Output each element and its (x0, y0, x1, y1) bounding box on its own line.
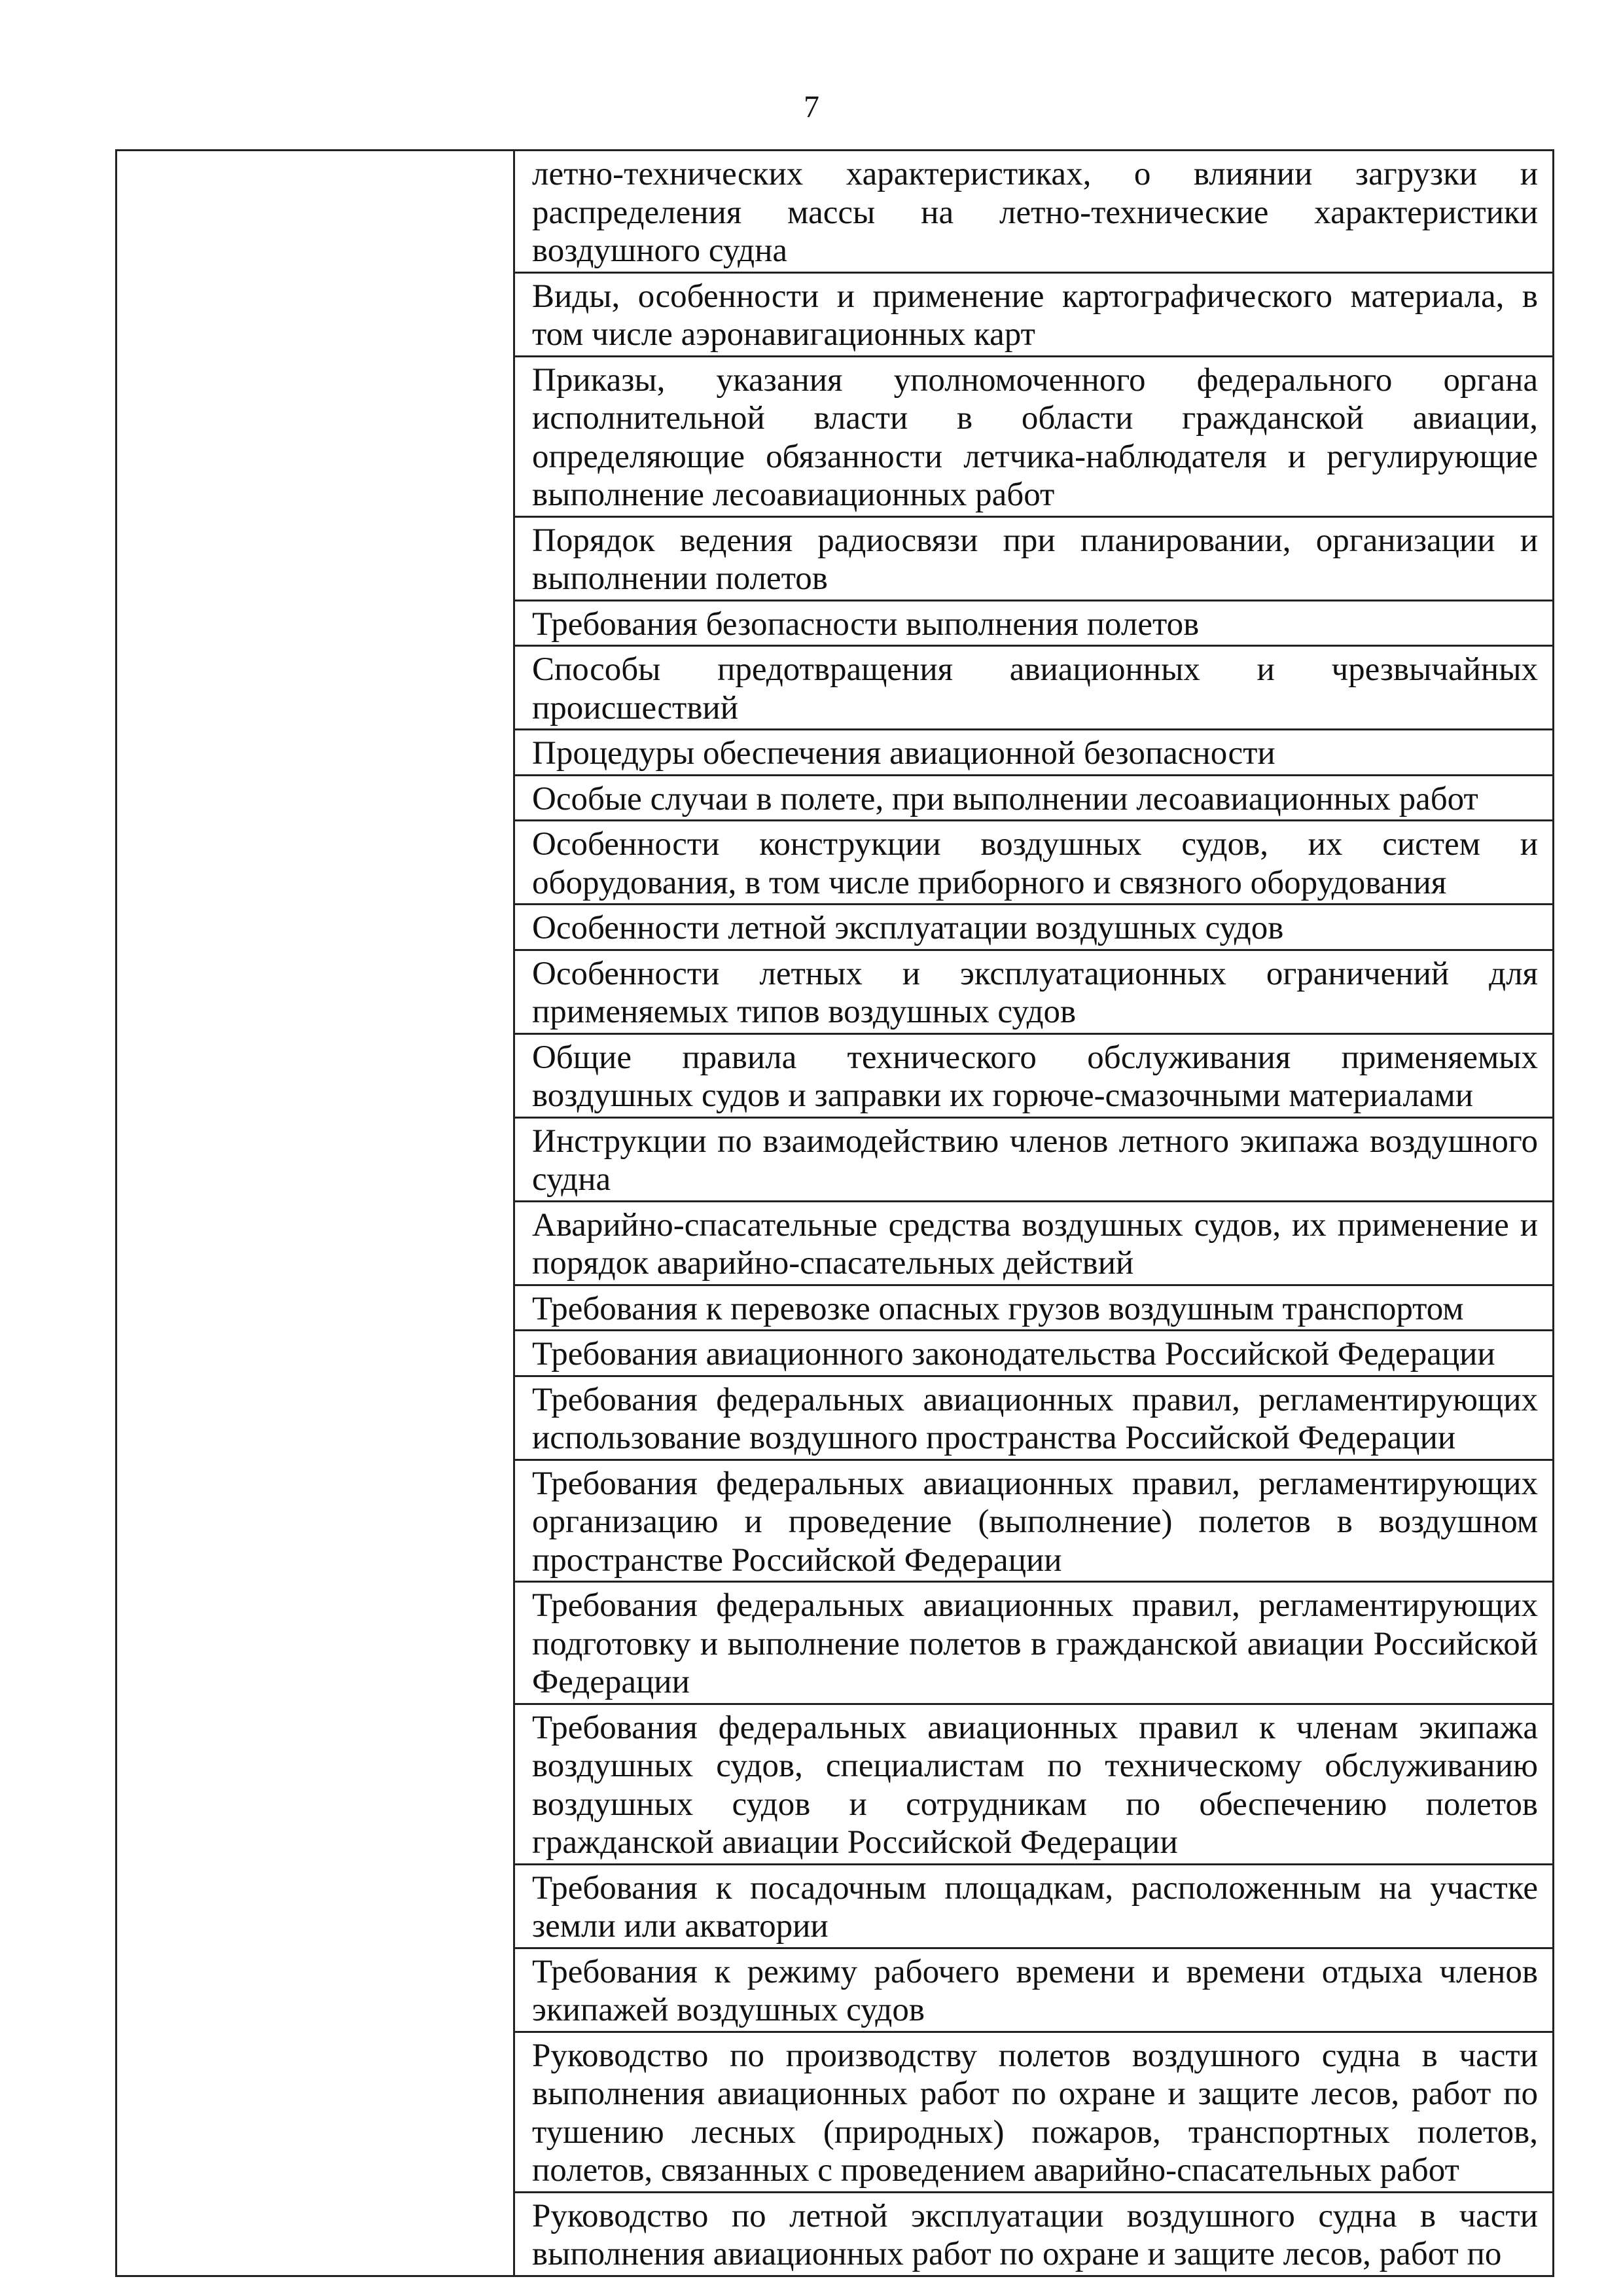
empty-left-column (116, 151, 514, 2276)
list-item: Руководство по производству полетов воздушного судна в части выполнения авиационных работ по охране и защите лесов, работ по тушению лесных (природных) пожаров, транспортных полетов, полетов, связанных с проведением аварийно-спасательных работ (515, 2033, 1552, 2193)
list-item: Требования к перевозке опасных грузов воздушным транспортом (515, 1286, 1552, 1332)
list-item: Аварийно-спасательные средства воздушных судов, их применение и порядок аварийно-спасательных действий (515, 1202, 1552, 1286)
list-item: Порядок ведения радиосвязи при планировании, организации и выполнении полетов (515, 518, 1552, 601)
list-item: Особенности летной эксплуатации воздушных судов (515, 905, 1552, 951)
list-item: Требования к режиму рабочего времени и времени отдыха членов экипажей воздушных судов (515, 1949, 1552, 2033)
page-number: 7 (804, 90, 819, 124)
list-item: Требования к посадочным площадкам, расположенным на участке земли или акватории (515, 1865, 1552, 1949)
list-item: Особенности конструкции воздушных судов, их систем и оборудования, в том числе приборного и связного оборудования (515, 821, 1552, 905)
list-item: Руководство по летной эксплуатации воздушного судна в части выполнения авиационных работ по охране и защите лесов, работ по (532, 2197, 1538, 2272)
list-item: Особые случаи в полете, при выполнении лесоавиационных работ (515, 776, 1552, 822)
list-item: Способы предотвращения авиационных и чрезвычайных происшествий (515, 647, 1552, 730)
list-item: летно-технических характеристиках, о влиянии загрузки и распределения массы на летно-технические характеристики воздушного судна (515, 151, 1552, 274)
list-item: Процедуры обеспечения авиационной безопасности (515, 730, 1552, 776)
requirements-table (115, 149, 1554, 2277)
list-item: Требования федеральных авиационных правил, регламентирующих организацию и проведение (выполнение) полетов в воздушном пространстве Российской Федерации (515, 1461, 1552, 1583)
list-item: Инструкции по взаимодействию членов летного экипажа воздушного судна (515, 1119, 1552, 1202)
list-item: Особенности летных и эксплуатационных ограничений для применяемых типов воздушных судов (515, 951, 1552, 1035)
knowledge-list (515, 151, 1552, 2275)
list-item: Требования безопасности выполнения полетов (515, 601, 1552, 647)
list-item: Общие правила технического обслуживания применяемых воздушных судов и заправки их горюче-смазочными материалами (515, 1035, 1552, 1119)
list-item: Требования федеральных авиационных правил, регламентирующих подготовку и выполнение полетов в гражданской авиации Российской Федерации (515, 1583, 1552, 1705)
list-item: Приказы, указания уполномоченного федерального органа исполнительной власти в области гражданской авиации, определяющие обязанности летчика-наблюдателя и регулирующие выполнение лесоавиационных работ (515, 357, 1552, 518)
table-row (116, 151, 1554, 2276)
list-item: Требования федеральных авиационных правил, регламентирующих использование воздушного пространства Российской Федерации (515, 1377, 1552, 1461)
list-item: Виды, особенности и применение картографического материала, в том числе аэронавигационных карт (515, 274, 1552, 357)
list-item: Требования федеральных авиационных правил к членам экипажа воздушных судов, специалистам по техническому обслуживанию воздушных судов и сотрудникам по обеспечению полетов гражданской авиации Российской Федерации (515, 1705, 1552, 1865)
list-item: Требования авиационного законодательства Российской Федерации (515, 1331, 1552, 1377)
knowledge-list-column (514, 151, 1554, 2276)
